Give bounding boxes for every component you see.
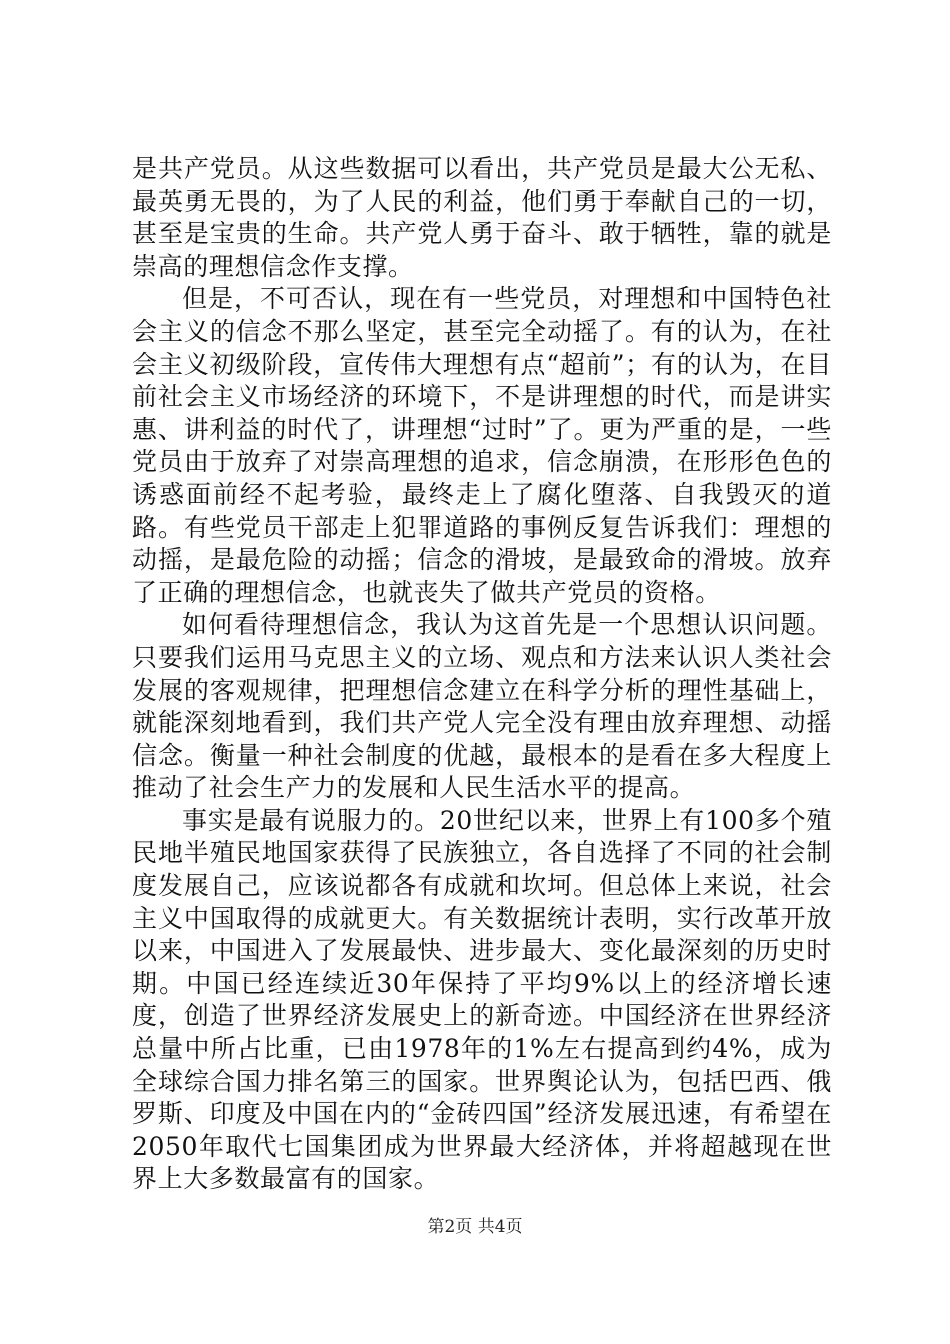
page-number-footer: 第2页 共4页: [427, 1217, 523, 1237]
paragraph: 但是，不可否认，现在有一些党员，对理想和中国特色社会主义的信念不那么坚定，甚至完全动摇了。有的认为，在社会主义初级阶段，宣传伟大理想有点“超前”；有的认为，在目前社会主义市场经济的环境下，不是讲理想的时代，而是讲实惠、讲利益的时代了，讲理想“过时”了。更为严重的是，一些党员由于放弃了对崇高理想的追求，信念崩溃，在形形色色的诱惑面前经不起考验，最终走上了腐化堕落、自我毁灭的道路。有些党员干部走上犯罪道路的事例反复告诉我们：理想的动摇，是最危险的动摇；信念的滑坡，是最致命的滑坡。放弃了正确的理想信念，也就丧失了做共产党员的资格。: [132, 284, 832, 607]
paragraph-continued: 是共产党员。从这些数据可以看出，共产党员是最大公无私、最英勇无畏的，为了人民的利益，他们勇于奉献自己的一切，甚至是宝贵的生命。共产党人勇于奋斗、敢于牺牲，靠的就是崇高的理想信念作支撑。: [132, 154, 832, 281]
paragraph: 如何看待理想信念，我认为这首先是一个思想认识问题。只要我们运用马克思主义的立场、观点和方法来认识人类社会发展的客观规律，把理想信念建立在科学分析的理性基础上，就能深刻地看到，我们共产党人完全没有理由放弃理想、动摇信念。衡量一种社会制度的优越，最根本的是看在多大程度上推动了社会生产力的发展和人民生活水平的提高。: [132, 610, 832, 803]
document-body: [132, 153, 832, 1196]
paragraph: 事实是最有说服力的。20世纪以来，世界上有100多个殖民地半殖民地国家获得了民族独立，各自选择了不同的社会制度发展自己，应该说都各有成就和坎坷。但总体上来说，社会主义中国取得的成就更大。有关数据统计表明，实行改革开放以来，中国进入了发展最快、进步最大、变化最深刻的历史时期。中国已经连续近30年保持了平均9%以上的经济增长速度，创造了世界经济发展史上的新奇迹。中国经济在世界经济总量中所占比重，已由1978年的1%左右提高到约4%，成为全球综合国力排名第三的国家。世界舆论认为，包括巴西、俄罗斯、印度及中国在内的“金砖四国”经济发展迅速，有希望在2050年取代七国集团成为世界最大经济体，并将超越现在世界上大多数最富有的国家。: [132, 805, 832, 1194]
